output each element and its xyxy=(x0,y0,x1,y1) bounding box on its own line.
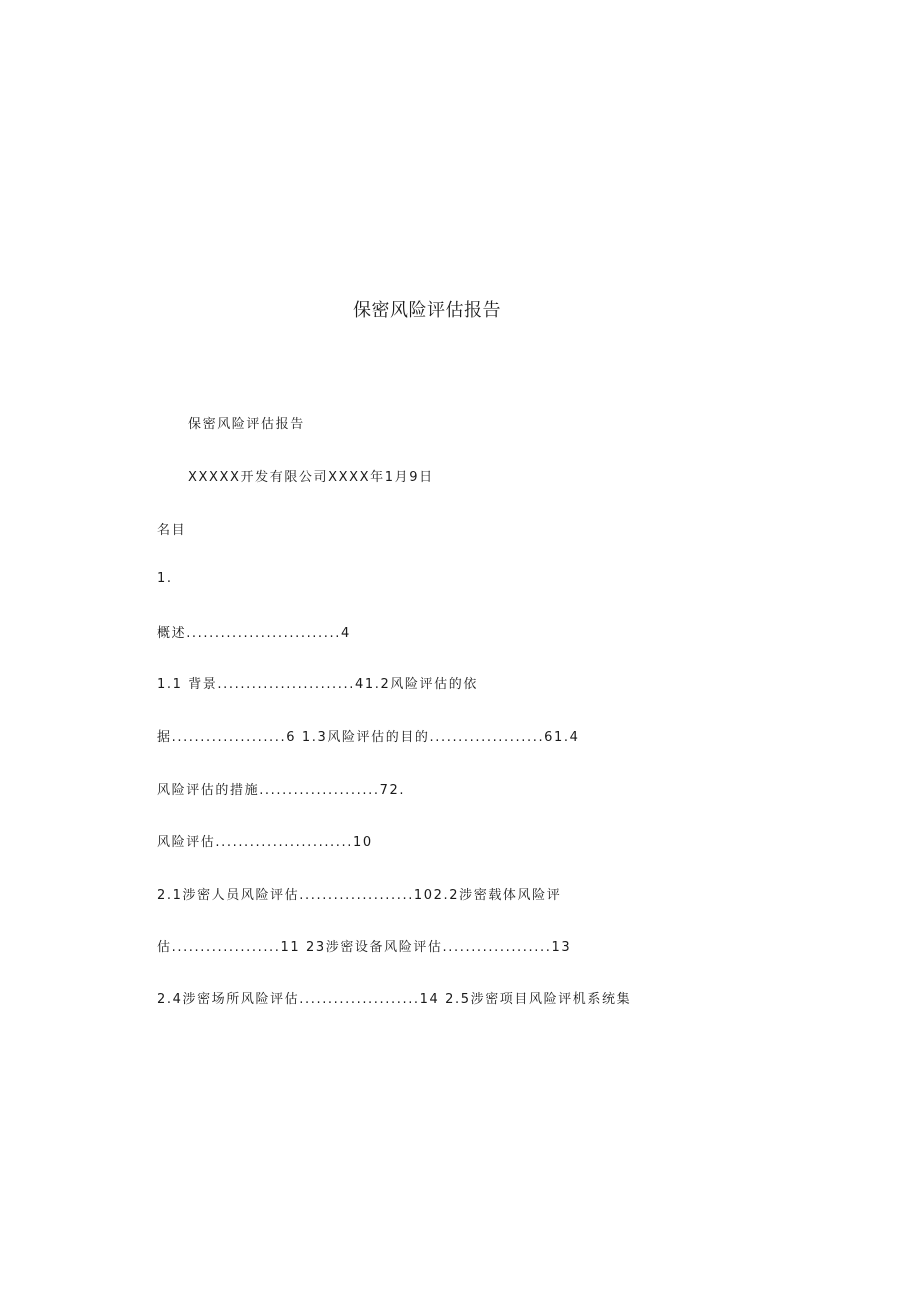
toc-line: 2.1涉密人员风险评估....................102.2涉密载体风险评 xyxy=(157,888,562,903)
toc-line: 概述...........................4 xyxy=(157,626,351,641)
toc-line: 风险评估的措施.....................72. xyxy=(157,783,406,798)
toc-line: 2.4涉密场所风险评估.....................14 2.5涉密项目风险评机系统集 xyxy=(157,992,632,1007)
toc-line: 1.1 背景........................41.2风险评估的依 xyxy=(157,677,478,692)
toc-heading: 名目 xyxy=(157,523,187,538)
issuer-date-line: XXXXX开发有限公司XXXX年1月9日 xyxy=(188,470,434,485)
toc-line: 据....................6 1.3风险评估的目的....................61.4 xyxy=(157,730,580,745)
subtitle: 保密风险评估报告 xyxy=(188,417,305,432)
toc-line: 估...................11 23涉密设备风险评估...................13 xyxy=(157,940,572,955)
toc-line: 1. xyxy=(157,571,173,586)
document-title: 保密风险评估报告 xyxy=(353,300,501,321)
toc-line: 风险评估........................10 xyxy=(157,835,373,850)
